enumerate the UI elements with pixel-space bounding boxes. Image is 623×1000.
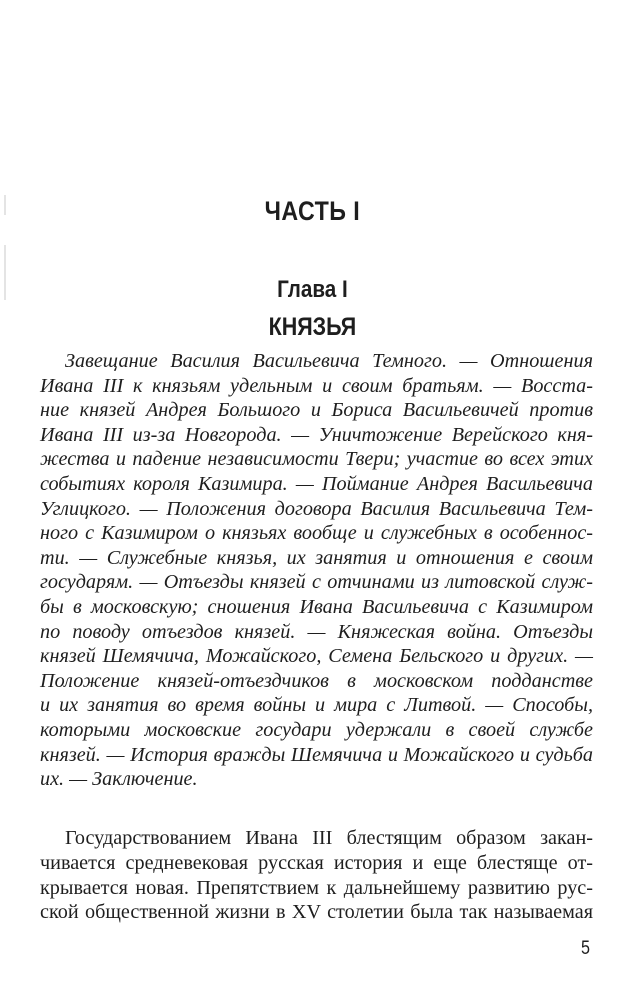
summary-line: князей. — История вражды Шемячича и Можайского и судьба	[40, 743, 593, 766]
summary-line: Ивана III к князьям удельным и своим братьям. — Восста-	[40, 374, 593, 397]
part-title: ЧАСТЬ I	[264, 196, 361, 226]
summary-line: ние князей Андрея Большого и Бориса Васильевичей против	[40, 399, 593, 422]
summary-line: жества и падение независимости Твери; участие во всех этих	[40, 448, 593, 471]
body-line: ской общественной жизни в XV столетии была так называемая	[40, 901, 593, 924]
summary-line: ного с Казимиром о князьях вообще и служебных в особеннос-	[40, 522, 593, 545]
summary-line: государям. — Отъезды князей с отчинами из литовской служ-	[40, 571, 593, 594]
summary-line: их. — Заключение.	[40, 768, 198, 791]
body-paragraph	[40, 826, 593, 925]
chapter-title: КНЯЗЬЯ	[268, 313, 357, 341]
summary-line: и их занятия во время войны и мира с Литвой. — Способы,	[40, 694, 593, 717]
page-number: 5	[581, 938, 590, 959]
scan-artifact	[4, 245, 6, 300]
summary-line: Углицкого. — Положения договора Василия Васильевича Тем-	[40, 497, 593, 520]
summary-line: князей Шемячича, Можайского, Семена Бельского и других. —	[40, 645, 593, 668]
chapter-label: Глава I	[277, 276, 348, 303]
body-line: Государствованием Ивана III блестящим образом закан-	[65, 827, 593, 849]
summary-line: по поводу отъездов князей. — Княжеская война. Отъезды	[40, 620, 593, 643]
scan-artifact	[4, 195, 6, 215]
body-line: чивается средневековая русская история и еще блестяще от-	[40, 851, 593, 874]
summary-line: Завещание Василия Васильевича Темного. — Отношения	[65, 350, 593, 372]
summary-line: бы в московскую; сношения Ивана Васильевича с Казимиром	[40, 595, 593, 618]
chapter-summary	[40, 349, 593, 792]
summary-line: Ивана III из-за Новгорода. — Уничтожение Верейского кня-	[40, 423, 593, 446]
summary-line: событиях короля Казимира. — Поймание Андрея Васильевича	[40, 472, 593, 495]
summary-line: Положение князей-отъездчиков в московском подданстве	[40, 669, 593, 692]
summary-line: которыми московские государи удержали в своей службе	[40, 718, 593, 741]
body-line: крывается новая. Препятствием к дальнейшему развитию рус-	[40, 876, 593, 899]
summary-line: ти. — Служебные князья, их занятия и отношения е своим	[40, 546, 593, 569]
